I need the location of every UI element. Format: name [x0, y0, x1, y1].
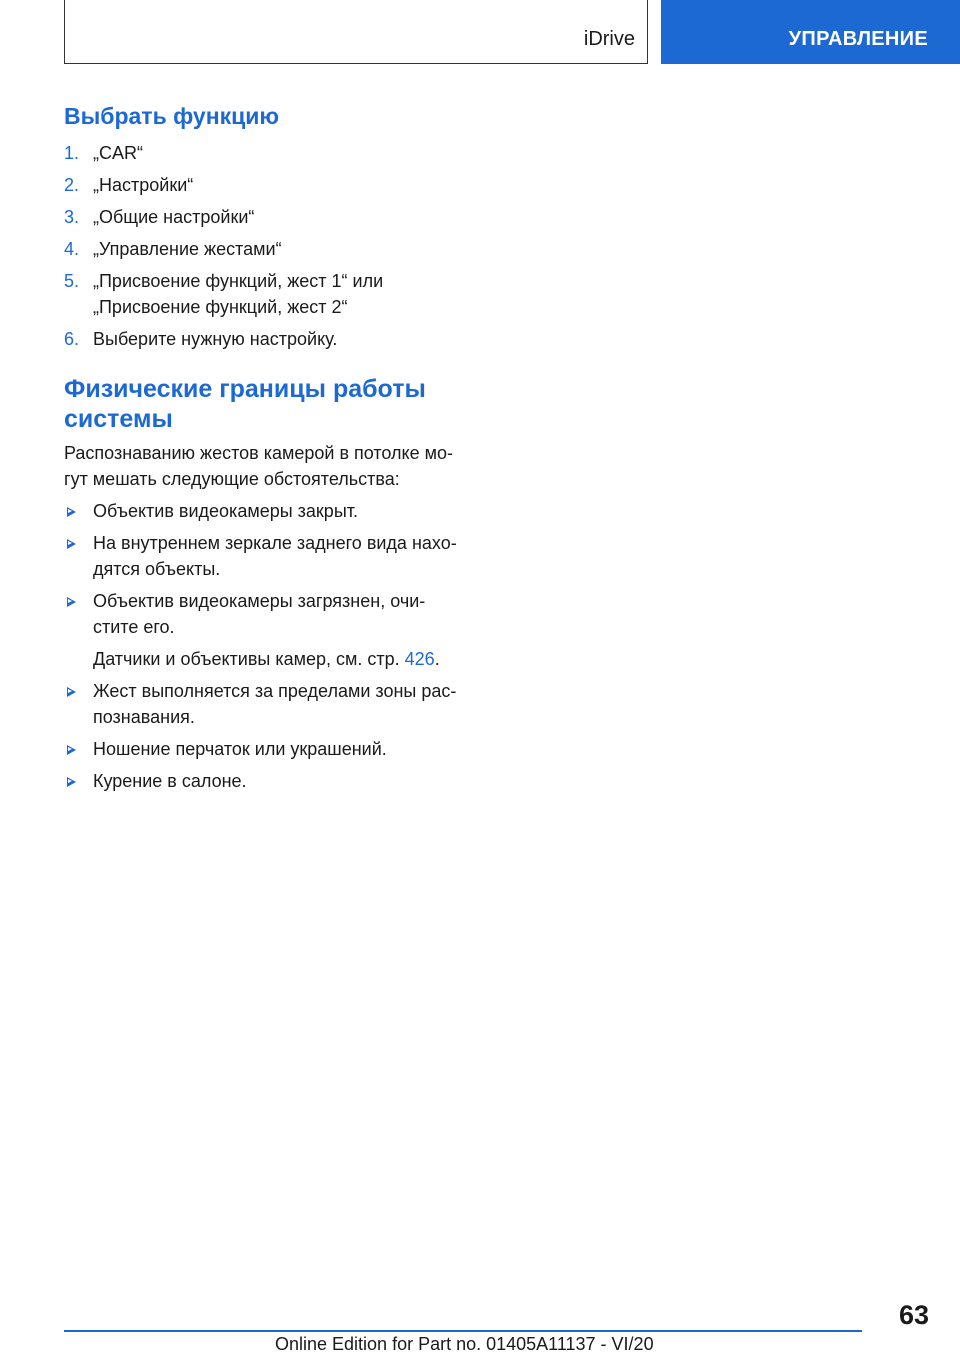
step-list — [64, 140, 484, 352]
step-number: 2. — [64, 175, 80, 195]
triangle-bullet-icon — [67, 687, 76, 697]
sensor-note — [64, 646, 484, 672]
step-number: 4. — [64, 239, 80, 259]
list-item-text: стите его. — [93, 617, 175, 637]
list-item-text: Объектив видеокамеры закрыт. — [93, 501, 359, 521]
step-item — [64, 268, 484, 320]
list-item — [64, 498, 484, 524]
list-item — [64, 588, 484, 640]
list-item-text: Жест выполняется за пределами зоны рас- — [93, 681, 457, 701]
list-item — [64, 736, 484, 762]
limits-intro-line: гут мешать следующие обстоятельства: — [64, 469, 400, 489]
step-text: „Присвоение функций, жест 2“ — [93, 297, 348, 317]
note-suffix: . — [434, 649, 440, 669]
list-item-text: Ношение перчаток или украшений. — [93, 739, 387, 759]
note-text: Датчики и объективы камер, см. стр. — [93, 649, 405, 669]
step-item — [64, 172, 484, 198]
limits-intro-line: Распознаванию жестов камерой в потолке мо- — [64, 443, 454, 463]
list-item — [64, 768, 484, 794]
step-item — [64, 204, 484, 230]
header-section-title: iDrive — [583, 28, 635, 50]
list-item-text: Объектив видеокамеры загрязнен, очи- — [93, 591, 426, 611]
limits-heading-line: Физические границы работы — [64, 375, 426, 403]
chapter-tab[interactable] — [661, 0, 960, 64]
footer-edition: Online Edition for Part no. 01405A11137 - VI/20 — [275, 1334, 654, 1354]
triangle-bullet-icon — [67, 777, 76, 787]
step-text: „Присвоение функций, жест 1“ или — [93, 271, 384, 291]
limits-list — [64, 498, 484, 794]
step-item — [64, 326, 484, 352]
limits-intro — [64, 440, 484, 492]
footer-divider — [64, 1330, 862, 1332]
page-number: 63 — [898, 1300, 929, 1330]
limits-heading — [64, 374, 484, 434]
list-item-text: Курение в салоне. — [93, 771, 247, 791]
list-item — [64, 530, 484, 582]
step-number: 3. — [64, 207, 80, 227]
page-reference-link[interactable]: 426 — [404, 649, 435, 669]
triangle-bullet-icon — [67, 597, 76, 607]
triangle-bullet-icon — [67, 539, 76, 549]
step-text: „CAR“ — [93, 143, 143, 163]
list-item-text: дятся объекты. — [93, 559, 221, 579]
list-item-text: познавания. — [93, 707, 195, 727]
step-item — [64, 236, 484, 262]
step-text: „Настройки“ — [93, 175, 194, 195]
chapter-tab-label: УПРАВЛЕНИЕ — [788, 28, 928, 50]
step-item — [64, 140, 484, 166]
step-number: 1. — [64, 143, 80, 163]
list-item — [64, 678, 484, 730]
main-content — [64, 100, 484, 800]
step-text: „Управление жестами“ — [93, 239, 282, 259]
step-number: 5. — [64, 271, 80, 291]
step-number: 6. — [64, 329, 80, 349]
select-function-heading: Выбрать функцию — [64, 103, 280, 129]
step-text: Выберите нужную настройку. — [93, 329, 338, 349]
header-frame — [64, 0, 648, 64]
limits-heading-line: системы — [64, 405, 173, 433]
step-text: „Общие настройки“ — [93, 207, 255, 227]
list-item-text: На внутреннем зеркале заднего вида нахо- — [93, 533, 457, 553]
triangle-bullet-icon — [67, 507, 76, 517]
triangle-bullet-icon — [67, 745, 76, 755]
